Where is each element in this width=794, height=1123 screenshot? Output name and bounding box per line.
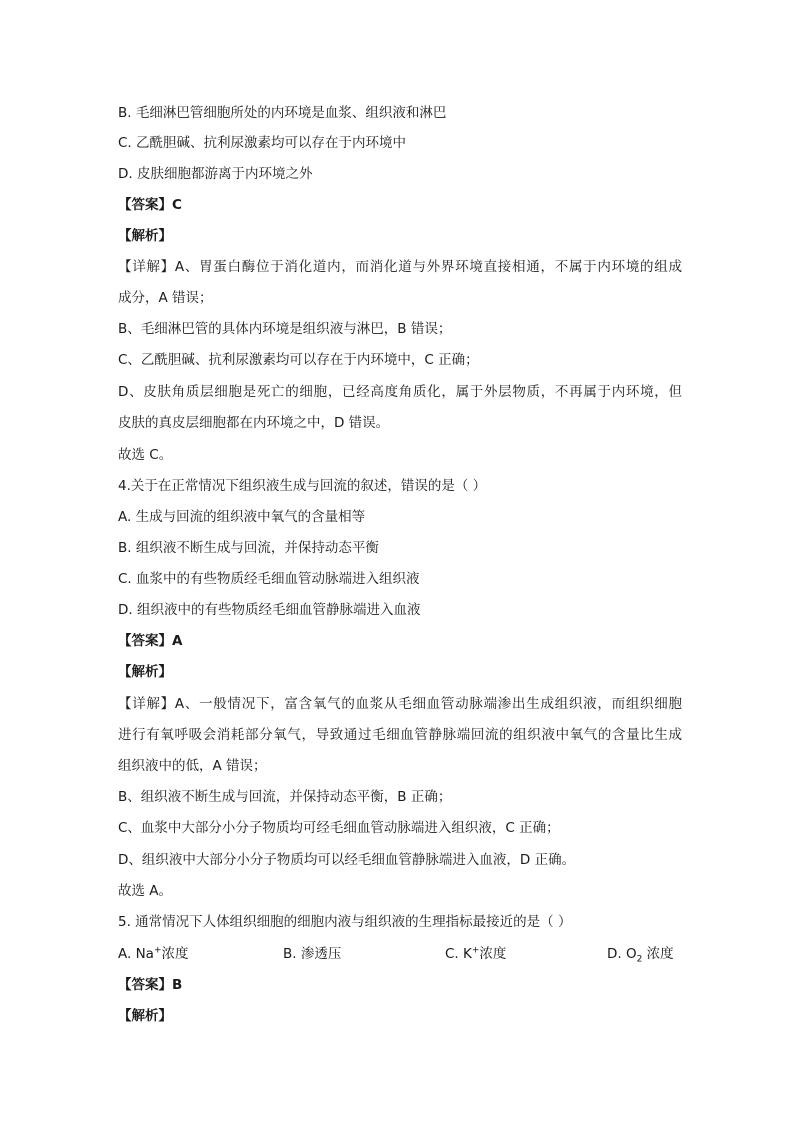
option-b-q4: B. 组织液不断生成与回流，并保持动态平衡 [118,540,379,556]
explanation-line: 【详解】A、胃蛋白酶位于消化道内，而消化道与外界环境直接相通，不属于内环境的组成 [118,259,682,275]
answer-q5: 【答案】B [118,977,183,993]
option-b-q3: B. 毛细淋巴管细胞所处的内环境是血浆、组织液和淋巴 [118,105,447,121]
explanation-line: B、毛细淋巴管的具体内环境是组织液与淋巴，B 错误； [118,321,452,337]
conclusion-q4: 故选 A。 [118,883,173,899]
option-c-q5: C. K+浓度 [445,945,507,962]
option-d-q3: D. 皮肤细胞都游离于内环境之外 [118,166,313,182]
explanation-line: 皮肤的真皮层细胞都在内环境之中，D 错误。 [118,415,390,431]
explanation-line: 成分，A 错误； [118,290,213,306]
question-5: 5. 通常情况下人体组织细胞的细胞内液与组织液的生理指标最接近的是（ ） [118,914,572,930]
analysis-heading-q5: 【解析】 [118,1008,172,1024]
option-c-q4: C. 血浆中的有些物质经毛细血管动脉端进入组织液 [118,571,420,587]
explanation-line: 进行有氧呼吸会消耗部分氧气，导致通过毛细血管静脉端回流的组织液中氧气的含量比生成 [118,727,682,743]
analysis-heading-q4: 【解析】 [118,664,172,680]
explanation-line: C、乙酰胆碱、抗利尿激素均可以存在于内环境中，C 正确； [118,352,479,368]
explanation-line: C、血浆中大部分小分子物质均可经毛细血管动脉端进入组织液，C 正确； [118,820,560,836]
option-a-q4: A. 生成与回流的组织液中氧气的含量相等 [118,509,366,525]
answer-q4: 【答案】A [118,633,183,649]
explanation-line: D、皮肤角质层细胞是死亡的细胞，已经高度角质化，属于外层物质，不再属于内环境，但 [118,384,682,400]
option-d-q5: D. $O_2$ 浓度 [607,946,674,965]
explanation-line: 【详解】A、一般情况下，富含氧气的血浆从毛细血管动脉端渗出生成组织液，而组织细胞 [118,696,682,712]
option-a-q5: A. Na+浓度 [118,945,189,962]
explanation-line: B、组织液不断生成与回流，并保持动态平衡，B 正确； [118,789,452,805]
question-4: 4.关于在正常情况下组织液生成与回流的叙述，错误的是（ ） [118,478,487,494]
option-c-q3: C. 乙酰胆碱、抗利尿激素均可以存在于内环境中 [118,135,407,151]
option-d-q4: D. 组织液中的有些物质经毛细血管静脉端进入血液 [118,602,421,618]
answer-q3: 【答案】C [118,197,182,213]
analysis-heading-q3: 【解析】 [118,228,172,244]
explanation-line: D、组织液中大部分小分子物质均可以经毛细血管静脉端进入血液，D 正确。 [118,852,576,868]
options-row-q5 [118,944,678,964]
option-b-q5: B. 渗透压 [283,946,342,962]
explanation-line: 组织液中的低，A 错误； [118,758,267,774]
conclusion-q3: 故选 C。 [118,447,173,463]
